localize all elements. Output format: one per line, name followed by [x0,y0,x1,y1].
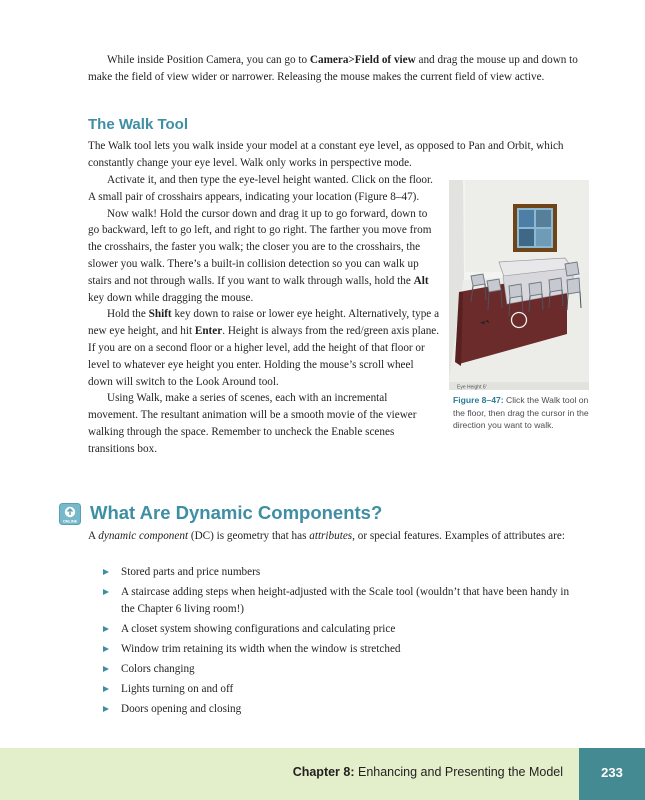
bullet-triangle-icon [103,626,109,632]
bullet-triangle-icon [103,589,109,595]
online-icon-label: ONLINE [62,519,78,524]
alt-key: Alt [413,274,429,287]
walk-now-walk-paragraph: Now walk! Hold the cursor down and drag it up to go forward, down to go backward, left to go left, and right to go right. The farther you move from the crosshairs, the faster you walk; the closer you are to the crosshairs, the slower you walk. There’s a built-in collision detection so you can walk up stairs and not through walls. If you want to walk through walls, hold the Alt key down while dragging the mouse. [88,207,432,304]
walk-scenes-paragraph: Using Walk, make a series of scenes, each with an incremental movement. The resultant animation will be a smooth movie of the viewer walking through the space. Remember to uncheck the Enable scenes transitions box. [88,392,417,455]
menu-path: Camera>Field of view [309,54,416,66]
term-dynamic-component: dynamic component [98,530,189,542]
chapter-running-title [293,765,563,779]
chapter-title: Enhancing and Presenting the Model [354,765,563,779]
walk-intro-paragraph: The Walk tool lets you walk inside your model at a constant eye level, as opposed to Pan and Orbit, which constantly change your eye level. Walk only works in perspective mode. [88,140,564,169]
list-item: Lights turning on and off [100,681,580,698]
term-attributes: attributes [309,530,353,542]
walk-tool-scene [449,180,589,390]
figure-caption-text: Click the Walk tool on the floor, then drag the cursor in the direction you want to walk. [453,395,589,431]
list-item: Doors opening and closing [100,701,580,718]
walk-body-column [88,172,440,458]
attribute-examples-list [100,564,580,721]
intro-text-2: and drag the mouse up and down to make the field of view wider or narrower. Releasing the mouse makes the current field of view active. [88,54,578,83]
page-number: 233 [579,748,645,800]
list-item: A closet system showing configurations and calculating price [100,621,580,638]
figure-8-47-image [449,180,589,390]
walk-activate-paragraph: Activate it, and then type the eye-level height wanted. Click on the floor. A small pair of crosshairs appears, indicating your location (Figure 8–47). [88,174,433,203]
shift-key: Shift [148,308,172,321]
bullet-triangle-icon [103,569,109,575]
list-item: Colors changing [100,661,580,678]
dynamic-components-heading: What Are Dynamic Components? [90,502,383,523]
bullet-triangle-icon [103,666,109,672]
bullet-triangle-icon [103,686,109,692]
dc-definition-paragraph: A dynamic component (DC) is geometry that has attributes, or special features. Examples of attributes are: [88,530,565,542]
walk-eye-height-paragraph: Hold the Shift key down to raise or lower eye height. Alternatively, type a new eye height, and hit Enter. Height is always from the red/green axis plane. If you are on a second floor or a higher level, add the height of that floor or level to whatever eye height you enter. Holding the mouse’s scroll wheel down will switch to the Look Around tool. [88,308,440,388]
walk-tool-heading: The Walk Tool [88,116,188,133]
intro-text-1: While inside Position Camera, you can go to [107,54,310,66]
page-footer [0,748,645,800]
eye-height-readout: Eye Height 6' [457,384,487,390]
bullet-triangle-icon [103,646,109,652]
enter-key: Enter [194,325,223,338]
online-icon [59,503,81,525]
intro-paragraph [88,52,588,86]
chapter-label: Chapter 8: [292,765,355,779]
list-item: A staircase adding steps when height-adjusted with the Scale tool (wouldn’t that have been handy in the Chapter 6 living room!) [100,584,580,618]
list-item: Window trim retaining its width when the window is stretched [100,641,580,658]
figure-caption [453,394,589,432]
list-item: Stored parts and price numbers [100,564,580,581]
figure-label: Figure 8–47: [453,395,504,405]
bullet-triangle-icon [103,706,109,712]
